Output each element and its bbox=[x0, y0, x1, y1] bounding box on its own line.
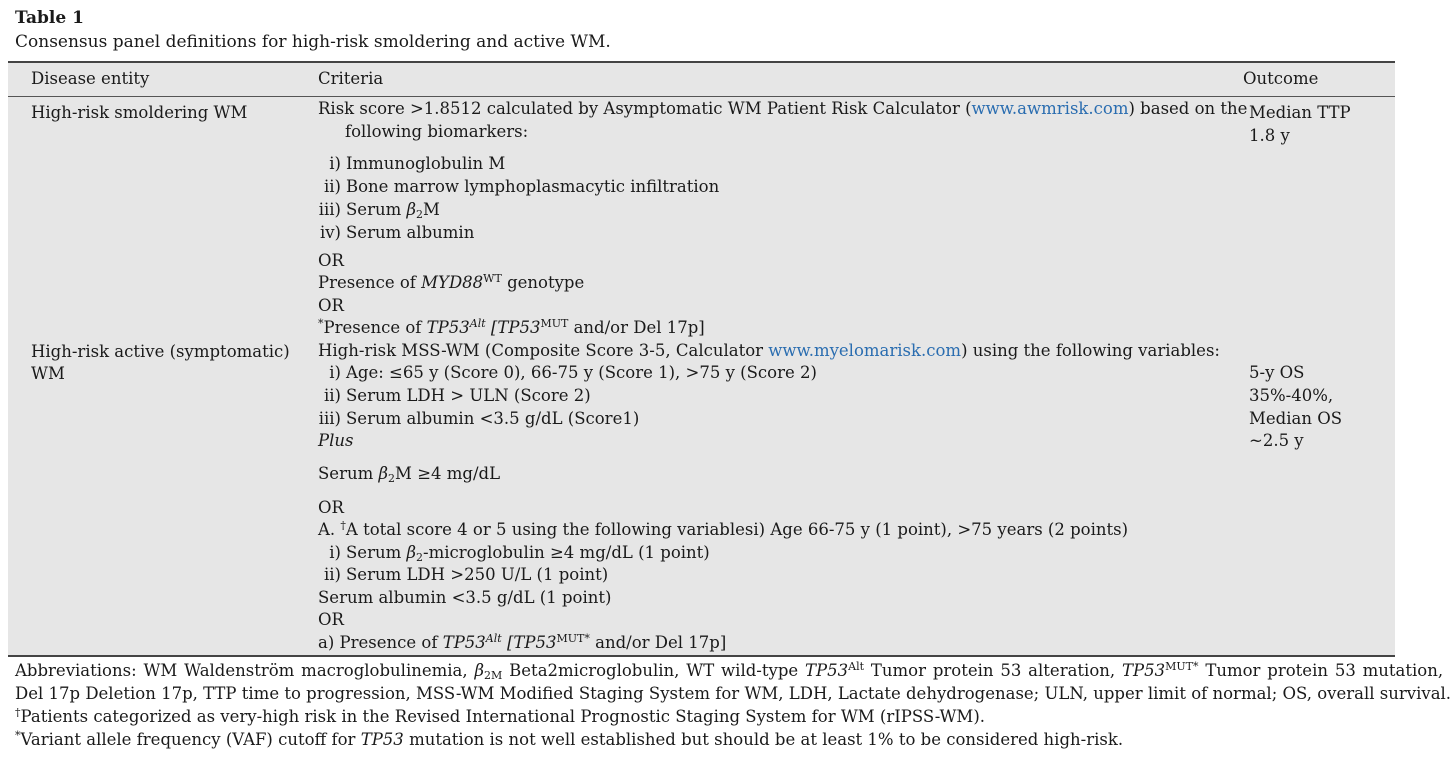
row2-outcome-line2: 35%-40%, bbox=[1249, 386, 1334, 405]
row1-tp53: *Presence of $TP53^{Alt}$ [$TP53^{MUT}$ and/or Del 17p] bbox=[318, 317, 705, 337]
awmrisk-link[interactable]: www.awmrisk.com bbox=[971, 99, 1129, 118]
variable-item: ii) Serum LDH > ULN (Score 2) bbox=[324, 386, 591, 405]
row1-entity: High-risk smoldering WM bbox=[31, 103, 248, 122]
table-label: Table 1 bbox=[15, 8, 84, 28]
row1-outcome-line1: Median TTP bbox=[1249, 103, 1351, 122]
row2-outcome-line3: Median OS bbox=[1249, 409, 1343, 428]
table-bottom-rule bbox=[8, 655, 1395, 657]
biomarker-item: iv) Serum albumin bbox=[319, 223, 475, 242]
row1-or-2: OR bbox=[318, 296, 344, 315]
row1-outcome-line2: 1.8 y bbox=[1249, 126, 1290, 145]
biomarker-item: i) Immunoglobulin M bbox=[329, 154, 506, 173]
row1-or-1: OR bbox=[318, 251, 344, 270]
row2-mss-wm: High-risk MSS-WM (Composite Score 3-5, Calculator www.myelomarisk.com) using the following variables: bbox=[318, 341, 1220, 360]
table-header-rule bbox=[8, 96, 1395, 97]
row1-risk-score-cont: following biomarkers: bbox=[345, 122, 529, 141]
footnote-abbreviations-1: Abbreviations: WM Waldenström macroglobulinemia, $\beta_{2M}$ Beta2microglobulin, WT wild-type $TP53^{Alt}$ Tumor protein 53 alteration, $TP53^{MUT*}$ Tumor protein 53 mutation, bbox=[15, 660, 1444, 682]
footnote-abbreviations-2: Del 17p Deletion 17p, TTP time to progression, MSS-WM Modified Staging System for WM, LDH, Lactate dehydrogenase; ULN, upper limit of normal; OS, overall survival. bbox=[15, 684, 1451, 703]
row2-tp53: a) Presence of $TP53^{Alt}$ [$TP53^{MUT*}$ and/or Del 17p] bbox=[318, 632, 727, 652]
row2-albumin: Serum albumin <3.5 g/dL (1 point) bbox=[318, 588, 612, 607]
table-caption: Consensus panel definitions for high-risk smoldering and active WM. bbox=[15, 32, 611, 52]
row2-total-score: A. †A total score 4 or 5 using the following variablesi) Age 66-75 y (1 point), >75 years (2 points) bbox=[318, 519, 1129, 539]
row2-outcome-line1: 5-y OS bbox=[1249, 363, 1305, 382]
row2-or-2: OR bbox=[318, 610, 344, 629]
header-criteria: Criteria bbox=[318, 69, 384, 88]
header-outcome: Outcome bbox=[1243, 69, 1319, 88]
point-item: ii) Serum LDH >250 U/L (1 point) bbox=[324, 565, 609, 584]
variable-item: iii) Serum albumin <3.5 g/dL (Score1) bbox=[318, 409, 640, 428]
row2-or-1: OR bbox=[318, 498, 344, 517]
row2-outcome-line4: ~2.5 y bbox=[1249, 431, 1304, 450]
row2-serum-b2m: Serum $\beta_2M \ge 4$ mg/dL bbox=[318, 464, 501, 485]
biomarker-item: iii) Serum $\beta_2M$ bbox=[318, 200, 440, 221]
footnote-dagger: †Patients categorized as very-high risk in the Revised International Prognostic Staging System for WM (rIPSS-WM). bbox=[15, 706, 986, 726]
variable-item: i) Age: ≤65 y (Score 0), 66-75 y (Score 1), >75 y (Score 2) bbox=[329, 363, 817, 382]
row2-plus: Plus bbox=[318, 431, 354, 450]
row1-risk-score: Risk score >1.8512 calculated by Asymptomatic WM Patient Risk Calculator (www.awmrisk.com) based on the bbox=[318, 99, 1248, 118]
row2-entity-line1: High-risk active (symptomatic) bbox=[31, 342, 290, 361]
row1-myd88: Presence of $MYD88^{WT}$ genotype bbox=[318, 272, 585, 292]
table-top-rule bbox=[8, 61, 1395, 63]
point-item: i) Serum $\beta_2$-microglobulin ≥4 mg/dL (1 point) bbox=[329, 543, 710, 564]
header-disease-entity: Disease entity bbox=[31, 69, 150, 88]
biomarker-item: ii) Bone marrow lymphoplasmacytic infiltration bbox=[324, 177, 720, 196]
row2-entity-line2: WM bbox=[31, 364, 65, 383]
footnote-star: *Variant allele frequency (VAF) cutoff for TP53 mutation is not well established but should be at least 1% to be considered high-risk. bbox=[15, 729, 1124, 749]
myelomarisk-link[interactable]: www.myelomarisk.com bbox=[768, 341, 962, 360]
